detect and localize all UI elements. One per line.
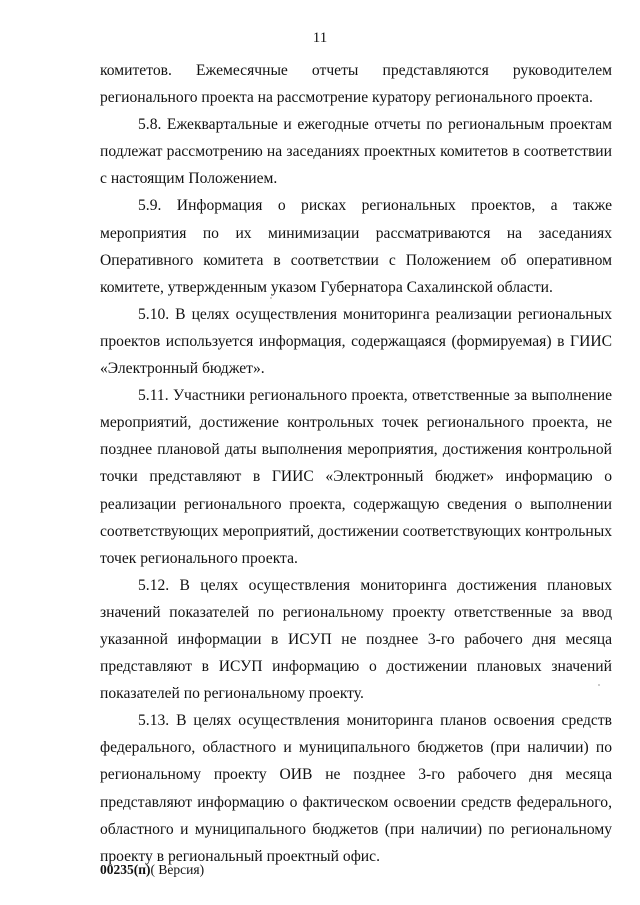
document-footer [100, 862, 204, 878]
paragraph: 5.13. В целях осуществления мониторинга планов освоения средств федерального, областного и муниципального бюджетов (при наличии) по региональному проекту ОИВ не позднее 3-го рабочего дня месяца представляют информацию о фактическом освоении средств федерального, областного и муниципального бюджетов (при наличии) по региональному проекту в региональный проектный офис. [100, 712, 612, 865]
document-code: 00235(п) [100, 862, 151, 877]
paragraph: 5.12. В целях осуществления мониторинга достижения плановых значений показателей по региональному проекту ответственные за ввод указанной информации в ИСУП не позднее 3-го рабочего дня месяца представляют в ИСУП информацию о достижении плановых значений показателей по региональному проекту. [100, 576, 612, 703]
page-number: 11 [312, 30, 328, 46]
scan-speck [270, 297, 272, 299]
paragraph: 5.10. В целях осуществления мониторинга реализации региональных проектов используется информация, содержащаяся (формируемая) в ГИИС «Электронный бюджет». [100, 305, 612, 378]
paragraph: 5.9. Информация о рисках региональных проектов, а также мероприятия по их минимизации рассматриваются на заседаниях Оперативного комитета в соответствии с Положением об оперативном комитете, утвержденным указом Губернатора Сахалинской области. [100, 197, 612, 296]
document-body [100, 57, 612, 870]
paragraph: 5.11. Участники регионального проекта, ответственные за выполнение мероприятий, достижение контрольных точек регионального проекта, не позднее плановой даты выполнения мероприятия, достижения контрольной точки представляют в ГИИС «Электронный бюджет» информацию о реализации регионального проекта, содержащую сведения о выполнении соответствующих мероприятий, достижении соответствующих контрольных точек регионального проекта. [100, 387, 612, 567]
paragraph: 5.8. Ежеквартальные и ежегодные отчеты по региональным проектам подлежат рассмотрению на заседаниях проектных комитетов в соответствии с настоящим Положением. [100, 116, 612, 188]
scan-speck [598, 684, 600, 686]
paragraph: комитетов. Ежемесячные отчеты представляются руководителем регионального проекта на рассмотрение куратору регионального проекта. [100, 62, 612, 107]
document-version: ( Версия) [150, 862, 205, 877]
